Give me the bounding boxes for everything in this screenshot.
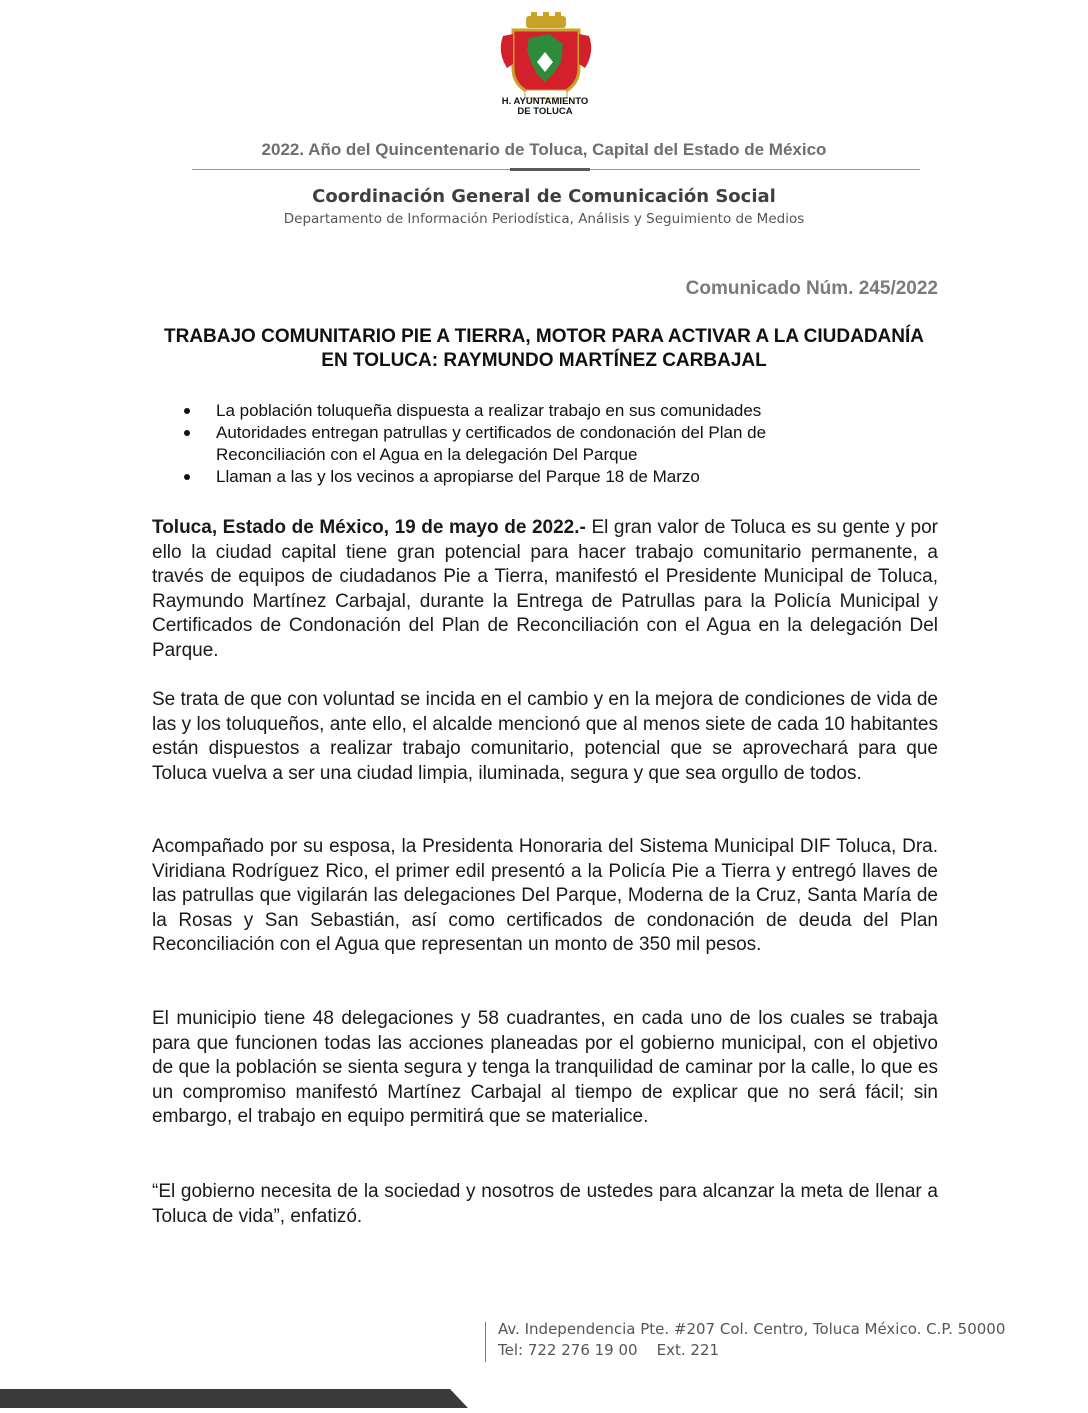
bullet-item [180, 422, 880, 466]
footer-divider [485, 1322, 486, 1362]
logo-caption-line2: DE TOLUCA [517, 106, 573, 117]
logo-caption-line1: H. AYUNTAMIENTO [501, 96, 589, 107]
footer-address: Av. Independencia Pte. #207 Col. Centro, Toluca México. C.P. 50000 [498, 1320, 1006, 1338]
communique-number: Comunicado Núm. 245/2022 [685, 278, 938, 299]
body-paragraph-3 [152, 835, 938, 958]
paragraph-2-text: Se trata de que con voluntad se incida en el cambio y en la mejora de condiciones de vida de las y los toluqueños, ante ello, el alcalde mencionó que al menos siete de cada 10 habitantes están dispuestos a realizar trabajo comunitario, potencial que se aprovechará para que Toluca vuelva a ser una ciudad limpia, iluminada, segura y que sea orgullo de todos. [152, 689, 938, 784]
department-subtitle: Departamento de Información Periodística, Análisis y Seguimiento de Medios [283, 211, 805, 227]
bottom-decorative-bar [0, 1387, 1088, 1408]
body-paragraph-2 [152, 688, 938, 786]
bullet-item [180, 400, 880, 422]
bullet-dot-icon [184, 430, 190, 436]
year-banner: 2022. Año del Quincentenario de Toluca, Capital del Estado de México [261, 140, 827, 159]
footer-phone: Tel: 722 276 19 00 Ext. 221 [498, 1341, 720, 1359]
press-release-headline: TRABAJO COMUNITARIO PIE A TIERRA, MOTOR PARA ACTIVAR A LA CIUDADANÍA EN TOLUCA: RAYMUNDO MARTÍNEZ CARBAJAL [164, 326, 924, 371]
bullet-text: La población toluqueña dispuesta a realizar trabajo en sus comunidades [216, 401, 762, 420]
paragraph-1-text: El gran valor de Toluca es su gente y por ello la ciudad capital tiene gran potencial para hacer trabajo comunitario permanente, a través de equipos de ciudadanos Pie a Tierra, manifestó el Presidente Municipal de Toluca, Raymundo Martínez Carbajal, durante la Entrega de Patrullas para la Policía Municipal y Certificados de Condonación del Plan de Reconciliación con el Agua en la delegación Del Parque. [152, 517, 939, 661]
bullet-text: Llaman a las y los vecinos a apropiarse del Parque 18 de Marzo [216, 467, 700, 486]
body-paragraph-1 [152, 516, 938, 663]
logo-caption [470, 97, 620, 117]
bullet-dot-icon [184, 474, 190, 480]
paragraph-3-text: Acompañado por su esposa, la Presidenta Honoraria del Sistema Municipal DIF Toluca, Dra. Viridiana Rodríguez Rico, el primer edil presentó a la Policía Pie a Tierra y entregó llaves de las patrullas que vigilarán las delegaciones Del Parque, Moderna de la Cruz, Santa María de la Rosas y San Sebastián, así como certificados de condonación de deuda del Plan Reconciliación con el Agua que representan un monto de 350 mil pesos. [152, 836, 938, 955]
bullet-text: Autoridades entregan patrullas y certificados de condonación del Plan de Reconciliación con el Agua en la delegación Del Parque [216, 423, 767, 464]
header-divider-accent [510, 168, 590, 171]
body-paragraph-4 [152, 1007, 938, 1130]
paragraph-5-text: “El gobierno necesita de la sociedad y nosotros de ustedes para alcanzar la meta de llenar a Toluca de vida”, enfatizó. [152, 1181, 938, 1227]
summary-bullets [180, 400, 880, 488]
body-paragraph-5 [152, 1180, 938, 1229]
paragraph-4-text: El municipio tiene 48 delegaciones y 58 cuadrantes, en cada uno de los cuales se trabaja para que funcionen todas las acciones planeadas por el gobierno municipal, con el objetivo de que la población se sienta segura y tenga la tranquilidad de caminar por la calle, lo que es un compromiso manifestó Martínez Carbajal al tiempo de explicar que no será fácil; sin embargo, el trabajo en equipo permitirá que se materialice. [152, 1008, 938, 1127]
dateline: Toluca, Estado de México, 19 de mayo de 2022.- [152, 517, 586, 538]
bullet-dot-icon [184, 408, 190, 414]
coordination-title: Coordinación General de Comunicación Social [312, 186, 776, 207]
bullet-item [180, 466, 880, 488]
